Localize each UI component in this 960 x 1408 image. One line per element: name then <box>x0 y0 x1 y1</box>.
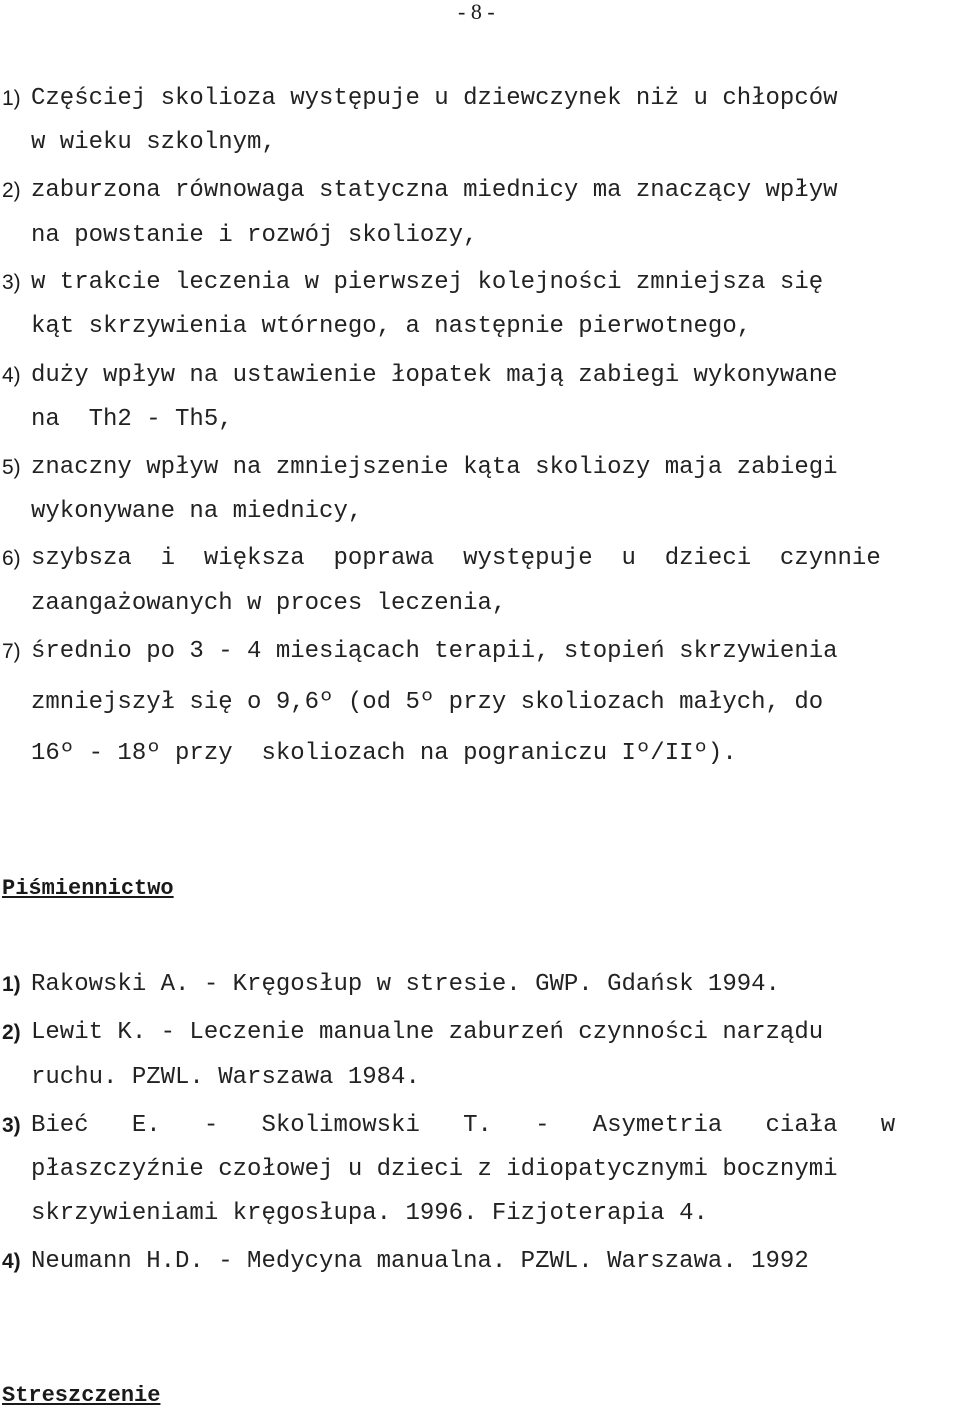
item-text-line: w wieku szkolnym, <box>31 129 276 156</box>
item-text-line: ruchu. PZWL. Warszawa 1984. <box>31 1064 420 1091</box>
item-text-line: w trakcie leczenia w pierwszej kolejności zmniejsza się <box>31 269 824 296</box>
item-text-line: Neumann H.D. - Medycyna manualna. PZWL. Warszawa. 1992 <box>31 1248 809 1275</box>
item-text-line: płaszczyźnie czołowej u dzieci z idiopatycznymi bocznymi <box>31 1156 838 1183</box>
item-text-line: na Th2 - Th5, <box>31 406 233 433</box>
item-number: 7) <box>2 640 21 663</box>
item-text-line: kąt skrzywienia wtórnego, a następnie pierwotnego, <box>31 313 752 340</box>
item-text-line: szybsza i większa poprawa występuje u dzieci czynnie <box>31 545 881 572</box>
item-text-line: średnio po 3 - 4 miesiącach terapii, stopień skrzywienia <box>31 638 838 665</box>
bibliography-heading: Piśmiennictwo <box>2 876 174 901</box>
item-number: 6) <box>2 547 21 570</box>
item-text-line: zaangażowanych w proces leczenia, <box>31 590 507 617</box>
page-number: - 8 - <box>458 0 495 24</box>
item-text-line: Rakowski A. - Kręgosłup w stresie. GWP. Gdańsk 1994. <box>31 971 780 998</box>
item-number: 2) <box>2 179 21 202</box>
item-text-line: duży wpływ na ustawienie łopatek mają zabiegi wykonywane <box>31 362 838 389</box>
item-number: 1) <box>2 87 21 110</box>
summary-heading: Streszczenie <box>2 1383 161 1408</box>
item-text-line: na powstanie i rozwój skoliozy, <box>31 222 478 249</box>
item-text-line: zaburzona równowaga statyczna miednicy ma znaczący wpływ <box>31 177 838 204</box>
item-number: 2) <box>2 1021 21 1044</box>
item-text-line: Lewit K. - Leczenie manualne zaburzeń czynności narządu <box>31 1019 824 1046</box>
item-number: 3) <box>2 1114 21 1137</box>
item-number: 3) <box>2 271 21 294</box>
item-text-line: znaczny wpływ na zmniejszenie kąta skoliozy maja zabiegi <box>31 454 838 481</box>
item-number: 1) <box>2 973 21 996</box>
item-text-line: zmniejszył się o 9,6º (od 5º przy skoliozach małych, do <box>31 689 824 716</box>
item-text-line: Bieć E. - Skolimowski T. - Asymetria ciała w <box>31 1112 896 1139</box>
item-text-line: wykonywane na miednicy, <box>31 498 363 525</box>
item-number: 4) <box>2 364 21 387</box>
item-number: 4) <box>2 1250 21 1273</box>
item-text-line: skrzywieniami kręgosłupa. 1996. Fizjoterapia 4. <box>31 1200 708 1227</box>
item-text-line: Częściej skolioza występuje u dziewczynek niż u chłopców <box>31 85 838 112</box>
item-text-line: 16º - 18º przy skoliozach na pograniczu Iº/IIº). <box>31 740 737 767</box>
item-number: 5) <box>2 456 21 479</box>
